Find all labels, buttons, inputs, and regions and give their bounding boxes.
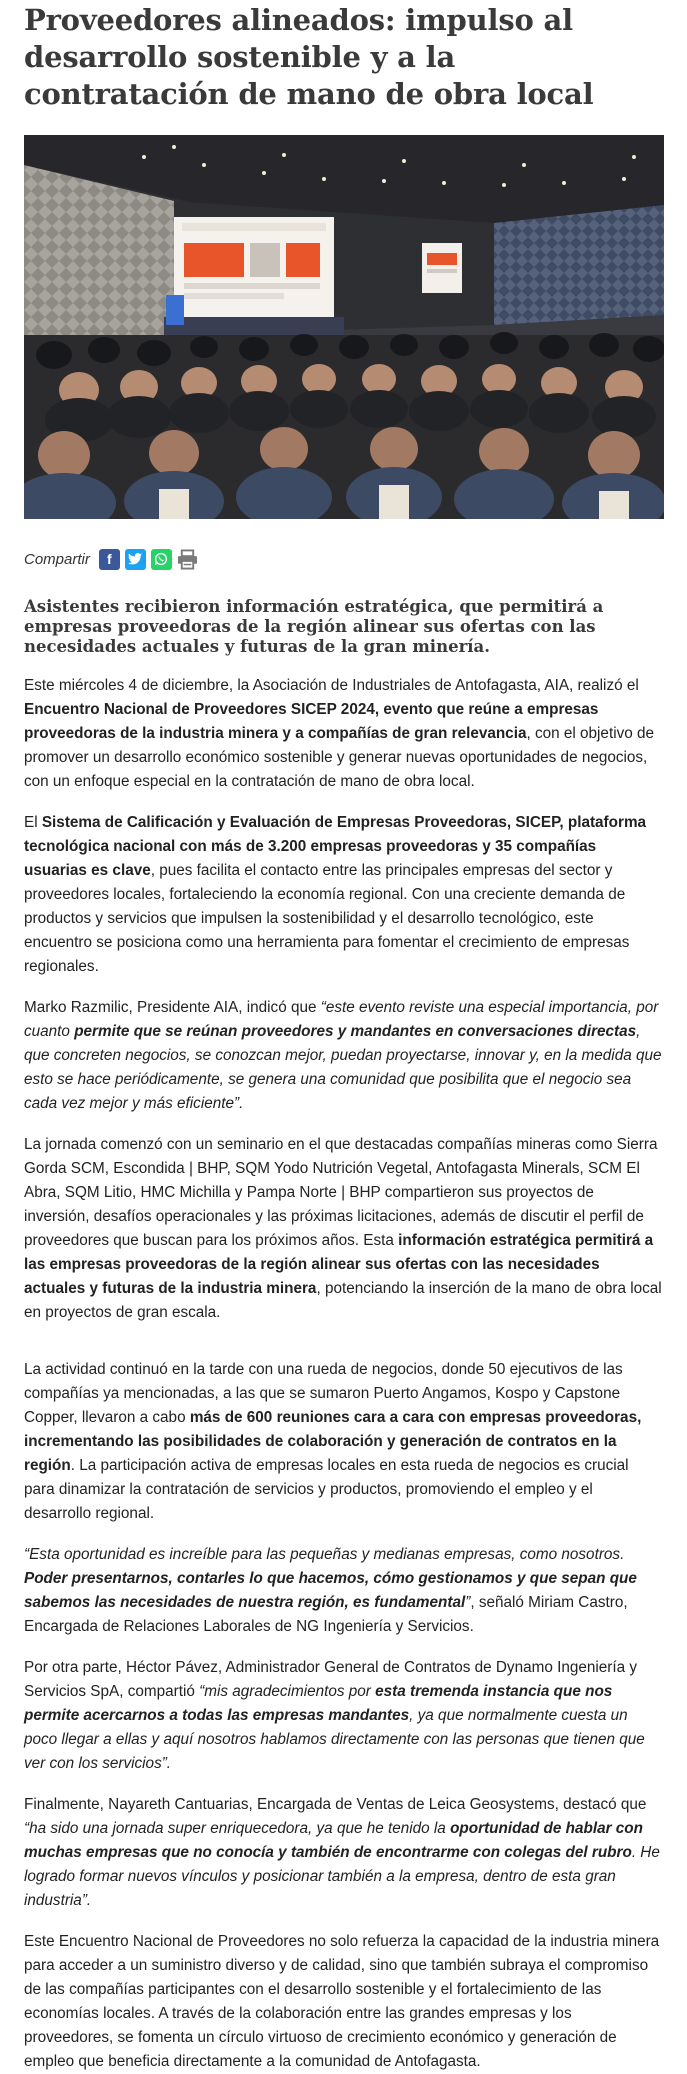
whatsapp-icon[interactable]: [151, 549, 172, 570]
paragraph-text: “Esta oportunidad es increíble para las pequeñas y medianas empresas, como nosotros.: [24, 1546, 625, 1563]
event-photo: [24, 135, 664, 519]
print-icon[interactable]: [177, 549, 198, 570]
paragraph-text: información estratégica permitirá a las empresas proveedoras de la región alinear sus ofertas con las necesidades actuales y futuras de la industria minera: [24, 1232, 654, 1297]
paragraph-text: Este miércoles 4 de diciembre, la Asociación de Industriales de Antofagasta, AIA, realizó el: [24, 677, 639, 694]
paragraph-text: , potenciando la inserción de la mano de obra local en proyectos de gran escala.: [24, 1280, 662, 1321]
article-title: Proveedores alineados: impulso al desarrollo sostenible y a la contratación de mano de obra local: [24, 3, 594, 111]
article-paragraph: [24, 1656, 663, 1776]
article-paragraph: [24, 1358, 663, 1526]
article-body: [24, 674, 663, 2074]
article-paragraph: [24, 996, 663, 1116]
paragraph-text: , que concreten negocios, se conozcan mejor, puedan proyectarse, innovar y, en la medida que esto se hace periódicamente, se genera una comunidad que posibilita que el negocio sea cada vez mejor y más eficiente”.: [24, 1023, 662, 1112]
paragraph-text: ”: [465, 1594, 471, 1611]
paragraph-text: “este evento reviste una especial importancia, por cuanto: [24, 999, 659, 1040]
paragraph-text: permite que se reúnan proveedores y mandantes en conversaciones directas: [74, 1023, 637, 1040]
paragraph-text: oportunidad de hablar con muchas empresas que no conocía y también de encontrarme con colegas del rubro: [24, 1820, 643, 1861]
paragraph-text: Encuentro Nacional de Proveedores SICEP 2024, evento que reúne a empresas proveedoras de la industria minera y a compañías de gran relevancia: [24, 701, 599, 742]
paragraph-text: . He logrado formar nuevos vínculos y posicionar también a la empresa, dentro de esta gran industria”.: [24, 1844, 660, 1909]
paragraph-text: , pues facilita el contacto entre las principales empresas del sector y proveedores locales, fortaleciendo la economía regional. Con una creciente demanda de productos y servicios que impulsen la sostenibilidad y el desarrollo tecnológico, este encuentro se posiciona como una herramienta para fomentar el crecimiento de empresas regionales.: [24, 862, 630, 975]
paragraph-text: La actividad continuó en la tarde con una rueda de negocios, donde 50 ejecutivos de las compañías ya mencionadas, a las que se sumaron Puerto Angamos, Kospo y Capstone Copper, llevaron a cabo: [24, 1361, 623, 1426]
paragraph-text: más de 600 reuniones cara a cara con empresas proveedoras, incrementando las posibilidades de colaboración y generación de contratos en la región: [24, 1409, 642, 1474]
share-bar: [24, 547, 663, 571]
paragraph-text: Sistema de Calificación y Evaluación de Empresas Proveedoras, SICEP, plataforma tecnológica nacional con más de 3.200 empresas proveedoras y 35 compañías usuarias es clave: [24, 814, 647, 879]
twitter-icon[interactable]: [125, 549, 146, 570]
paragraph-text: El: [24, 814, 42, 831]
article-paragraph: [24, 674, 663, 794]
paragraph-text: , ya que normalmente cuesta un poco llegar a ellas y aquí nosotros hablamos directamente con las personas que tienen que ver con los servicios”.: [24, 1707, 645, 1772]
paragraph-text: Por otra parte, Héctor Pávez, Administrador General de Contratos de Dynamo Ingeniería y Servicios SpA, compartió: [24, 1659, 638, 1700]
paragraph-text: . La participación activa de empresas locales en esta rueda de negocios es crucial para dinamizar la contratación de servicios y productos, promoviendo el empleo y el desarrollo regional.: [24, 1457, 629, 1522]
paragraph-text: “ha sido una jornada super enriquecedora, ya que he tenido la: [24, 1820, 451, 1837]
article-paragraph: [24, 1133, 663, 1325]
paragraph-text: Este Encuentro Nacional de Proveedores no solo refuerza la capacidad de la industria minera para acceder a un suministro diverso y de calidad, sino que también subraya el compromiso de las compañías participantes con el desarrollo sostenible y el fortalecimiento de las economías locales. A través de la colaboración entre las grandes empresas y los proveedores, se fomenta un círculo virtuoso de crecimiento económico y generación de empleo que beneficia directamente a la comunidad de Antofagasta.: [24, 1933, 660, 2070]
facebook-icon[interactable]: f: [99, 549, 120, 570]
article-paragraph: [24, 811, 663, 979]
paragraph-text: , con el objetivo de promover un desarrollo económico sostenible y generar nuevas oportunidades de negocios, con un enfoque especial en la contratación de mano de obra local.: [24, 725, 655, 790]
paragraph-text: Finalmente, Nayareth Cantuarias, Encargada de Ventas de Leica Geosystems, destacó que: [24, 1796, 647, 1813]
paragraph-text: “mis agradecimientos por: [199, 1683, 376, 1700]
paragraph-text: Poder presentarnos, contarles lo que hacemos, cómo gestionamos y que sepan que sabemos las necesidades de nuestra región, es fundamental: [24, 1570, 637, 1611]
paragraph-text: Marko Razmilic, Presidente AIA, indicó que: [24, 999, 321, 1016]
share-label: Compartir: [24, 550, 90, 568]
paragraph-text: La jornada comenzó con un seminario en el que destacadas compañías mineras como Sierra Gorda SCM, Escondida | BHP, SQM Yodo Nutrición Vegetal, Antofagasta Minerals, SCM El Abra, SQM Litio, HMC Michilla y Pampa Norte | BHP compartieron sus proyectos de inversión, desafíos operacionales y las próximas licitaciones, además de discutir el perfil de proveedores que buscan para los próximos años. Esta: [24, 1136, 658, 1249]
article-paragraph: [24, 1793, 663, 1913]
paragraph-text: , señaló Miriam Castro, Encargada de Relaciones Laborales de NG Ingeniería y Servicios.: [24, 1594, 628, 1635]
paragraph-text: esta tremenda instancia que nos permite acercarnos a todas las empresas mandantes: [24, 1683, 613, 1724]
article-lead: Asistentes recibieron información estratégica, que permitirá a empresas proveedoras de la región alinear sus ofertas con las necesidades actuales y futuras de la gran minería.: [24, 597, 604, 656]
article-paragraph: [24, 1543, 663, 1639]
article-paragraph: [24, 1930, 663, 2074]
